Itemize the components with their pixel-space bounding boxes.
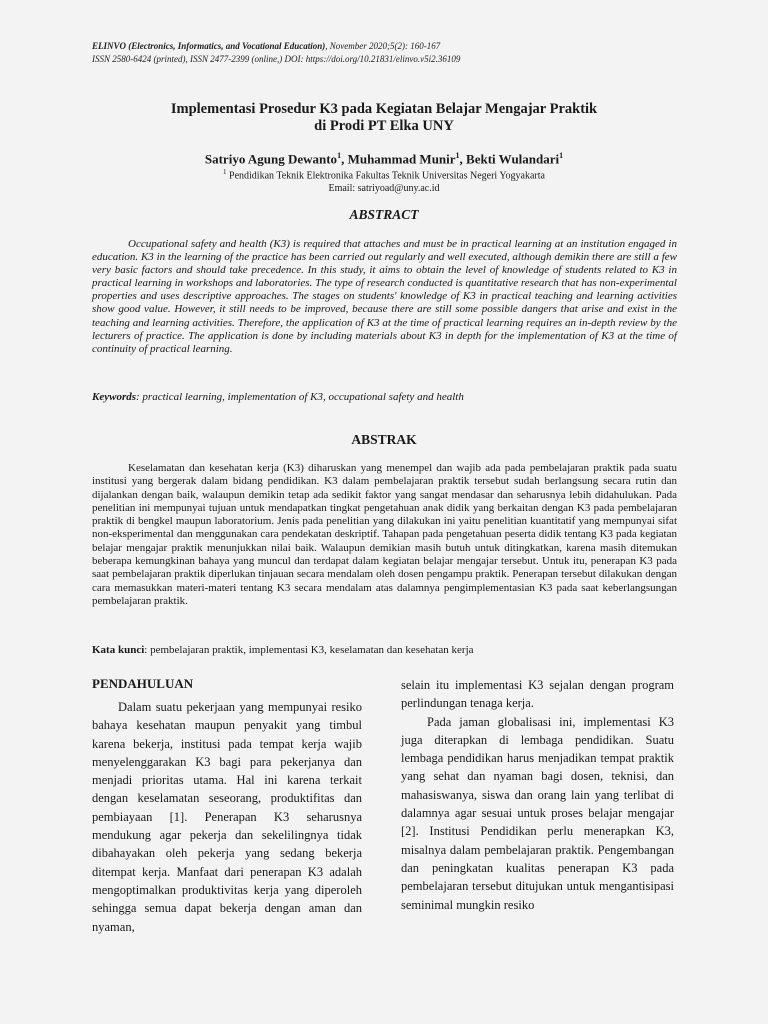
abstrak-keywords	[92, 644, 677, 656]
abstract-keywords	[92, 391, 677, 403]
abstract-heading: ABSTRACT	[349, 207, 419, 222]
abstract-body: Occupational safety and health (K3) is required that attaches and must be in practical learning at an institution engaged in education. K3 in the learning of the practice has been carried out regularly and well executed, although demikin there are still a few very basic factors and should take precedence. In this study, it aims to obtain the level of knowledge of students related to K3 in practical learning in workshops and laboratories. The type of research conducted is quantitative research that has non-experimental properties and uses descriptive approaches. The stages on students' knowledge of K3 in practical teaching and learning activities show good value. However, it still needs to be improved, because there are still some possible dangers that arise and exist in the teaching and learning activities. Therefore, the application of K3 at the time of practical learning requires an in-depth review by the lecturers of practice. The application is done by including materials about K3 in depth for the implementation of K3 at the time of continuity of practical learning.	[92, 238, 677, 355]
title-line-2: di Prodi PT Elka UNY	[314, 118, 454, 134]
section-heading-pendahuluan: PENDAHULUAN	[92, 676, 194, 691]
author-3-sup: 1	[559, 151, 564, 160]
keywords-label: Keywords	[92, 391, 136, 403]
abstrak-heading: ABSTRAK	[351, 432, 417, 447]
author-email: Email: satriyoad@uny.ac.id	[328, 183, 440, 195]
title-line-1: Implementasi Prosedur K3 pada Kegiatan Belajar Mengajar Praktik	[170, 101, 598, 117]
journal-issn-doi: ISSN 2580-6424 (printed), ISSN 2477-2399 (online,) DOI: https://doi.org/10.21831/elinvo.v5i2.36109	[92, 54, 461, 64]
journal-name: ELINVO (Electronics, Informatics, and Vocational Education)	[92, 41, 326, 51]
author-3: , Bekti Wulandari	[459, 151, 560, 167]
journal-citation	[92, 40, 692, 53]
kata-kunci-label: Kata kunci	[92, 644, 145, 656]
journal-issue: , November 2020;5(2): 160-167	[325, 41, 441, 51]
intro-left-column: Dalam suatu pekerjaan yang mempunyai resiko bahaya kesehatan maupun penyakit yang timbul karena bekerja, institusi pada tempat kerja wajib menyelenggarakan K3 bagi para pekerjanya dan menjadi prioritas utama. Hal ini karena terkait dengan keselamatan seseorang, produktifitas dan pembiayaan [1]. Penerapan K3 seharusnya mendukung agar pekerja dan sekelilingnya tidak dibahayakan oleh pekerja yang sedang bekerja ditempat kerja. Manfaat dari penerapan K3 adalah mengoptimalkan produktivitas kerja yang diperoleh sehingga semua dapat bekerja dengan aman dan nyaman,	[92, 700, 362, 934]
intro-right-para-2: Pada jaman globalisasi ini, implementasi K3 juga diterapkan di lembaga pendidikan. Suatu lembaga pendidikan harus menjadikan tempat praktik yang sehat dan nyaman bagi dosen, teknisi, dan mahasiswanya, siswa dan orang lain yang terlibat di dalamnya agar sesuai untuk proses belajar mengajar [2]. Institusi Pendidikan perlu menerapkan K3, misalnya dalam pembelajaran praktik. Pengembangan dan peningkatan kualitas penerapan K3 pada pembelajaran tersebut ditujukan untuk mengantisipasi seminimal mungkin resiko	[401, 714, 674, 912]
intro-right-para-1: selain itu implementasi K3 sejalan dengan program perlindungan tenaga kerja.	[401, 678, 674, 711]
affiliation-sup: 1	[223, 168, 227, 176]
affiliation	[84, 166, 684, 195]
affiliation-text: Pendidikan Teknik Elektronika Fakultas Teknik Universitas Negeri Yogyakarta	[226, 170, 545, 182]
keywords-text: : practical learning, implementation of K3, occupational safety and health	[136, 391, 464, 403]
affiliation-line	[84, 166, 684, 182]
author-2: , Muhammad Munir	[341, 151, 456, 167]
paper-title	[84, 101, 684, 135]
author-list	[84, 151, 684, 167]
intro-right-column	[401, 676, 674, 914]
author-1-sup: 1	[337, 151, 342, 160]
author-1: Satriyo Agung Dewanto	[204, 151, 338, 167]
kata-kunci-text: : pembelajaran praktik, implementasi K3, keselamatan dan kesehatan kerja	[144, 644, 474, 656]
author-2-sup: 1	[455, 151, 460, 160]
journal-header	[92, 40, 692, 66]
abstrak-body: Keselamatan dan kesehatan kerja (K3) diharuskan yang menempel dan wajib ada pada pembelajaran praktik pada suatu institusi yang bergerak dalam bidang pendidikan. K3 dalam pembelajaran praktik tersebut sudah berlangsung secara rutin dan dijalankan dengan baik, walaupun demikin tetap ada sedikit faktor yang sangat mendasar dan seharusnya lebih didahulukan. Pada penelitian ini mempunyai tujuan untuk mendapatkan tingkat pengetahuan anak didik yang berkaitan dengan K3 pada pembelajaran praktik di bengkel maupun laboratorium. Jenis pada penelitian yang dilakukan ini yaitu penelitian kuantitatif yang mempunyai sifat non-eksperimental dan menggunakan cara pendekatan deskriptif. Tahapan pada pengetahuan peserta didik tentang K3 pada kegiatan belajar mengajar praktik menunjukkan nilai baik. Walaupun demikian masih butuh untuk ditingkatkan, karena masih ditemukan beberapa kemungkinan bahaya yang muncul dan terdapat dalam kegiatan belajar mengajar tersebut. Untuk itu, penerapan K3 pada saat pembelajaran praktik diperlukan tinjauan secara mendalam oleh dosen pengampu praktik. Penerapan tersebut dilakukan dengan cara memasukkan materi-materi tentang K3 secara mendalam atas dalamnya pengimplementasian K3 pada saat keberlangsungan pembelajaran praktik.	[92, 462, 677, 607]
